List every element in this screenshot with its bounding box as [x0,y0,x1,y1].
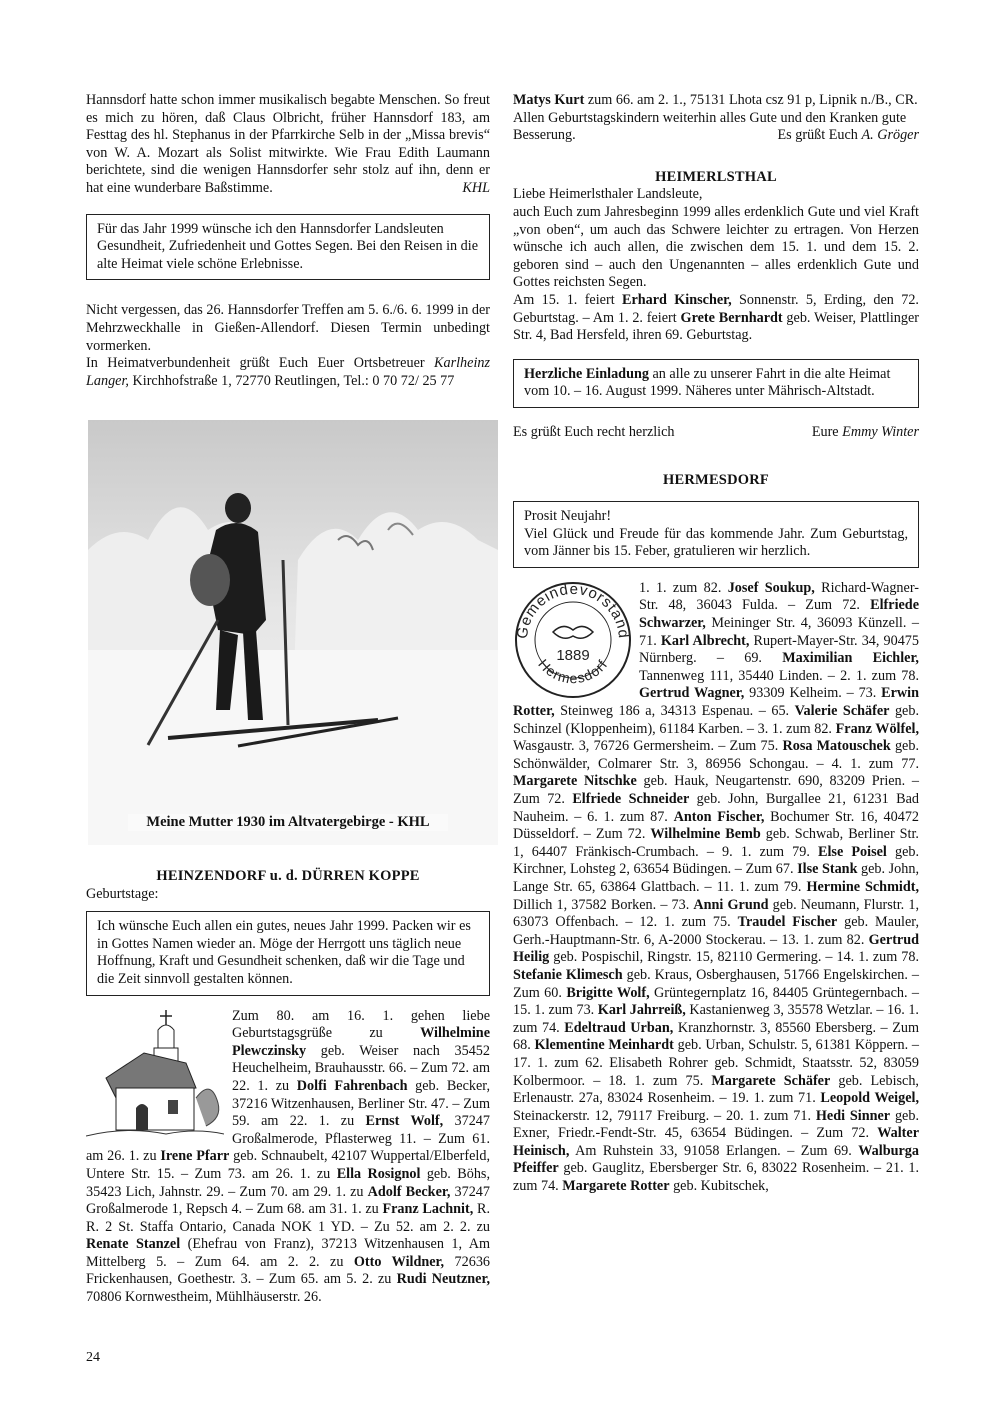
person-name: Edeltraud Urban, [564,1019,674,1036]
birthday-text: Kranzhornstr. 3, 85560 Ebersberg. – Zum 68. [513,1019,919,1054]
person-name: Valerie Schäfer [794,703,890,720]
seal-top-text: Gemeindevorstand [513,580,633,640]
left-column-lower [86,868,490,1307]
person-name: Wilhelmine Bemb [650,826,761,843]
person-name: Adolf Becker, [367,1183,451,1200]
birthday-text: geb. John, Lange Str. 65, 63864 Glattbach. – 11. 1. zum 79. [513,861,919,895]
municipal-seal [513,580,633,700]
person-name: Erwin Rotter, [513,685,919,720]
seal-bottom-text: Hermesdorf [535,655,611,687]
birthday-text: Kastanienweg 3, 35578 Wetzlar. – 16. 1. zum 74. [513,1002,919,1036]
signature-khl: KHL [462,179,490,196]
birthday-text: Zum 80. am 16. 1. gehen liebe Geburtstagsgrüße zu [232,1007,490,1042]
birthday-text: geb. Schönwälder, Colmarer Str. 3, 86956 Schongau. – 4. 1. zum 77. [513,738,919,772]
person-name: Klementine Meinhardt [534,1037,674,1054]
person-name: Margarete Nitschke [513,773,637,790]
invitation-box: Herzliche Einladung an alle zu unserer Fahrt in die alte Heimat vom 10. – 16. August 1999. Näheres unter Mährisch-Altstadt. [513,359,919,408]
birthday-text: geb. Böhs, 35423 Lich, Jahnstr. 29. – Zum 70. am 29. 1. zu [86,1165,491,1200]
birthday-text: 72636 Frickenhausen, Goethestr. 3. – Zum 65. am 5. 2. zu [86,1253,491,1288]
birthday-text: geb. Exner, Friedr.-Fendt-Str. 45, 63654 Büdingen. – Zum 72. [513,1107,919,1142]
person-name: Ernst Wolf, [365,1113,444,1130]
person-name: Elfriede Schwarzer, [639,597,919,632]
birthday-text: geb. Neumann, Flurstr. 1, 63073 Offenbach. – 12. 1. zum 75. [513,896,919,931]
person-name: Elfriede Schneider [572,791,690,807]
birthday-text: geb. Kraus, Osberghausen, 51766 Engelskirchen. – Zum 60. [513,966,919,1001]
person-name: Maximilian Eichler, [782,650,919,667]
person-name: Walburga Pfeiffer [513,1142,919,1177]
winter-signature: Es grüßt Euch recht herzlich Eure Emmy Winter [513,423,919,440]
heinzendorf-heading: HEINZENDORF u. d. DÜRREN KOPPE [156,868,420,884]
heinzendorf-greeting-text: Ich wünsche Euch allen ein gutes, neues Jahr 1999. Packen wir es in Gottes Namen wieder an. Möge der Herrgott uns täglich neue Hoffnung, Kraft und Gesundheit schenken, daß wir die Tage und die Zeit sinnvoll gestalten können. [97,918,471,987]
hermesdorf-greeting-box: Prosit Neujahr! Viel Glück und Freude für das kommende Jahr. Zum Geburtstag, vom Jänner bis 15. Feber, gratulieren wir herzlich. [513,501,919,568]
birthday-text: geb. Kubitschek, [669,1178,769,1195]
birthday-text: geb. Pospischil, Ringstr. 15, 82110 Germering. – 14. 1. zum 78. [549,949,919,966]
person-name: Wilhelmine Plewczinsky [232,1025,490,1059]
person-name: Dolfi Fahrenbach [296,1077,408,1094]
groeger-signature: Es grüßt Euch A. Gröger [777,127,919,144]
person-name: Rosa Matouschek [782,738,891,755]
person-name: Margarete Schäfer [711,1072,831,1089]
birthday-text: R. R. 2 St. Staffa Ontario, Canada NOK 1 YD. – Zu 52. am 2. 2. zu [86,1201,490,1235]
meeting-reminder: Nicht vergessen, das 26. Hannsdorfer Treffen am 5. 6./6. 6. 1999 in der Mehrzweckhalle in Gießen-Allendorf. Diesen Termin unbedingt vormerken. [86,302,490,354]
birthday-text: geb. Gauglitz, Ebersberger Str. 6, 83022 Rosenheim. – 21. 1. zum 74. [513,1160,919,1195]
closing-greeting: In Heimatverbundenheit grüßt Euch Euer Ortsbetreuer Karlheinz Langer, Kirchhofstraße 1, 72770 Reutlingen, Tel.: 0 70 72/ 25 77 [86,355,490,389]
person-name: Karl Albrecht, [660,632,750,649]
person-name: Ella Rosignol [336,1165,421,1182]
person-name: Traudel Fischer [737,914,838,931]
hermesdorf-heading: HERMESDORF [663,471,769,488]
birthday-text: 37247 Großalmerode 1, Repsch 4. – Zum 68. am 31. 1. zu [86,1183,490,1218]
birthday-text: Dillich 1, 37582 Borken. – 73. [513,896,694,913]
birthday-text: 1. 1. zum 82. [639,579,728,596]
birthday-text: geb. Mauler, Gerh.-Hauptmann-Str. 6, A-2000 Stockerau. – 13. 1. zum 82. [513,914,920,948]
heinzendorf-birthdays [86,1008,490,1307]
heimerlsthal-wishes: auch Euch zum Jahresbeginn 1999 alles erdenklich Gute und viel Kraft „von oben“, um auch das Schwere leichter zu ertragen. Von Herzen wünsche ich auch allen, die zwischen dem 15. 1. und dem 15. 2. geboren sind – auch den Ungenannten – alles erdenklich Gute und Gottes reichsten Segen. [513,203,919,291]
wishes-text: Allen Geburtstagskindern weiterhin alles Gute und den Kranken gute Besserung. [513,109,907,144]
person-name: Josef Soukup, [727,579,815,596]
birthday-text: geb. Schinzel (Kloppenheim), 61184 Karben. – 3. 1. zum 82. [513,703,919,737]
birthday-text: geb. Urban, Schulstr. 5, 61381 Köppern. – 17. 1. zum 62. Elisabeth Rohrer geb. Schmidt, Staatsstr. 52, 83059 Kolbermoor. – 18. 1. zum 75. [513,1037,919,1089]
person-name: Brigitte Wolf, [566,984,650,1001]
birthday-text: geb. Schnaubelt, 42107 Wuppertal/Elberfeld, Untere Str. 15. – Zum 73. am 26. 1. zu [86,1148,490,1182]
person-name: Anton Fischer, [673,808,765,825]
person-name: Irene Pfarr [160,1148,230,1165]
person-name: Anni Grund [693,896,769,913]
person-name: Hermine Schmidt, [806,878,919,895]
person-name: Walter Heinisch, [513,1125,919,1159]
hannsdorf-greeting-box [86,214,490,281]
photo-caption: Meine Mutter 1930 im Altvatergebirge - KHL [128,814,448,831]
birthday-text: Meininger Str. 4, 36093 Künzell. – 71. [639,615,919,649]
person-name: Else Poisel [818,843,887,860]
birthday-text: Steinweg 186 a, 34313 Espenau. – 65. [554,703,795,720]
birthday-text: Richard-Wagner-Str. 48, 36043 Fulda. – Zum 72. [639,579,919,614]
birthday-text: Am Ruhstein 33, 91058 Erlangen. – Zum 69. [569,1142,859,1159]
birthday-text: Steinackerstr. 12, 79117 Freiburg. – 20. 1. zum 71. [513,1107,816,1124]
person-name: Renate Stanzel [86,1236,181,1253]
birthday-text: geb. Weiser nach 35452 Heuchelheim, Brauhausstr. 66. – Zum 72. am 22. 1. zu [232,1042,490,1094]
heimerlsthal-salutation: Liebe Heimerlsthaler Landsleute, [513,186,703,203]
hannsdorf-paragraph: Hannsdorf hatte schon immer musikalisch begabte Menschen. So freut es mich zu hören, daß Claus Olbricht, früher Hannsdorf 183, am Festtag des hl. Stephanus in der Pfarrkirche Selb in der „Missa brevis“ von W. A. Mozart als Solist mitwirkte. Wie Frau Edith Laumann berichtete, sind die wenigen Hannsdorfer sehr stolz auf ihn, denn er hat eine wunderbare Baßstimme. KHL [86,92,490,196]
photo-skier [88,420,498,845]
birthday-text: Wasgaustr. 3, 76726 Germersheim. – Zum 75. [513,738,783,755]
person-name: Hedi Sinner [815,1107,891,1124]
skier-image [88,420,498,845]
person-name: Stefanie Klimesch [513,966,623,983]
birthday-text: geb. Hauk, Neugartenstr. 690, 83209 Prien. – Zum 72. [513,773,919,807]
heimerlsthal-heading: HEIMERLSTHAL [655,168,777,185]
birthday-text: (Ehefrau von Franz), 37213 Witzenhausen 1, Am Mittelberg 5. – Zum 64. am 2. 2. zu [86,1236,491,1270]
birthday-text: geb. Schwab, Berliner Str. 1, 64407 Fränkisch-Crumbach. – 9. 1. zum 79. [513,826,919,860]
seal-year: 1889 [556,646,590,664]
birthday-text: 93309 Kelheim. – 73. [744,685,882,702]
birthday-text: Tannenweg 111, 35440 Linden. – 2. 1. zum 78. [639,667,919,684]
svg-text:Gemeindevorstand [514,581,632,640]
person-name: Gertrud Heilig [513,931,919,966]
hermesdorf-birthdays [513,580,919,1196]
birthday-text: 37247 Großalmerode, Pflasterweg 11. – Zum 61. am 26. 1. zu [86,1113,490,1165]
person-name: Gertrud Wagner, [639,685,745,702]
birthday-text: geb. Lebisch, Erlenaustr. 27a, 83024 Rosenheim. – 19. 1. zum 71. [513,1072,919,1107]
birthdays-subheading: Geburtstage: [86,885,159,902]
heimerlsthal-birthdays: Am 15. 1. feiert Erhard Kinscher, Sonnenstr. 5, Erding, den 72. Geburtstag. – Am 1. 2. feiert Grete Bernhardt geb. Weiser, Plattlinger Str. 4, Bad Hersfeld, ihren 69. Geburtstag. [513,291,919,344]
greeting-text: Für das Jahr 1999 wünsche ich den Hannsdorfer Landsleuten Gesundheit, Zufriedenheit und Gottes Segen. Bei den Reisen in die alte Heimat viele schöne Erlebnisse. [97,220,479,272]
person-name: Otto Wildner, [353,1253,445,1270]
person-name: Ilse Stank [797,861,858,878]
person-name: Karl Jahrreiß, [597,1002,686,1019]
birthday-text: geb. Becker, 37216 Witzenhausen, Berliner Str. 47. – Zum 59. am 22. 1. zu [232,1077,490,1130]
left-column [86,92,490,390]
person-name: Rudi Neutzner, [396,1271,490,1288]
birthday-text: Rupert-Mayer-Str. 34, 90475 Nürnberg. – 69. [639,632,919,667]
person-name: Franz Lachnit, [382,1201,474,1218]
birthday-text: geb. Kirchner, Lohsteg 2, 63654 Büdingen. – Zum 67. [513,843,920,878]
chapel-illustration [86,1008,224,1143]
right-column [513,92,919,1196]
birthday-text: geb. John, Burgallee 21, 61231 Bad Nauheim. – 6. 1. zum 87. [513,791,919,825]
birthday-text: Bochumer Str. 16, 40472 Düsseldorf. – Zum 72. [513,808,920,843]
matys-entry: Matys Kurt zum 66. am 2. 1., 75131 Lhota csz 91 p, Lipnik n./B., CR. [513,92,918,108]
birthday-text: 70806 Kornwestheim, Mühlhäuserstr. 26. [86,1289,322,1306]
person-name: Franz Wölfel, [835,720,919,737]
heinzendorf-greeting-box [86,911,490,995]
person-name: Leopold Weigel, [820,1090,919,1107]
person-name: Margarete Rotter [562,1178,670,1195]
birthday-text: Grüntegernplatz 16, 84405 Grüntegernbach. – 15. 1. zum 73. [513,984,919,1019]
page-number: 24 [86,1350,100,1365]
